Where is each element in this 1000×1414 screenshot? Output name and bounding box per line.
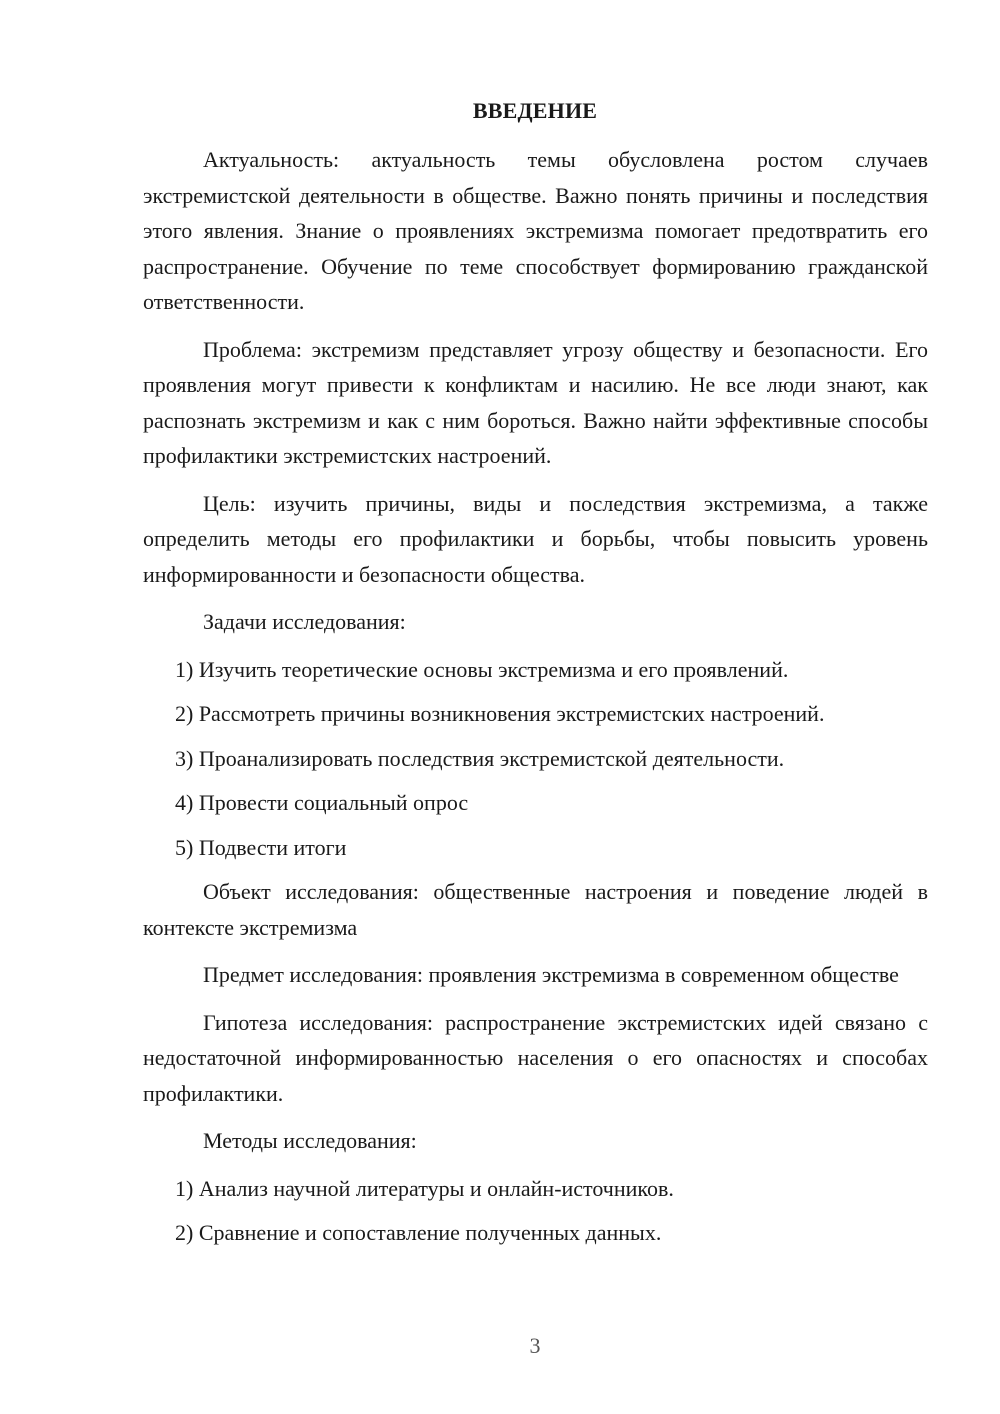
list-item: 1) Изучить теоретические основы экстремизма и его проявлений. [175, 656, 789, 682]
page-number: 3 [529, 1333, 541, 1358]
section-title: ВВЕДЕНИЕ [472, 98, 598, 123]
relevance-paragraph: Актуальность: актуальность темы обусловлена ростом случаев экстремистской деятельности в обществе. Важно понять причины и последствия этого явления. Знание о проявлениях экстремизма помогает предотвратить его распространение. Обучение по теме способствует формированию гражданской ответственности. [143, 147, 928, 314]
problem-paragraph: Проблема: экстремизм представляет угрозу обществу и безопасности. Его проявления могут привести к конфликтам и насилию. Не все люди знают, как распознать экстремизм и как с ним бороться. Важно найти эффективные способы профилактики экстремистских настроений. [143, 336, 928, 468]
hypothesis-paragraph: Гипотеза исследования: распространение экстремистских идей связано с недостаточной информированностью населения о его опасностях и способах профилактики. [143, 1009, 928, 1106]
document-body [143, 142, 928, 1260]
subject-paragraph: Предмет исследования: проявления экстремизма в современном обществе [203, 962, 899, 987]
list-item: 3) Проанализировать последствия экстремистской деятельности. [175, 745, 785, 771]
tasks-list [143, 652, 928, 866]
goal-paragraph: Цель: изучить причины, виды и последствия экстремизма, а также определить методы его профилактики и борьбы, чтобы повысить уровень информированности и безопасности общества. [143, 490, 928, 587]
methods-heading: Методы исследования: [203, 1128, 417, 1153]
methods-list [143, 1171, 928, 1251]
tasks-heading: Задачи исследования: [203, 609, 406, 634]
object-paragraph: Объект исследования: общественные настроения и поведение людей в контексте экстремизма [143, 879, 928, 940]
list-item: 5) Подвести итоги [175, 834, 347, 860]
list-item: 2) Рассмотреть причины возникновения экстремистских настроений. [175, 701, 825, 726]
list-item: 4) Провести социальный опрос [175, 790, 469, 815]
list-item: 2) Сравнение и сопоставление полученных данных. [175, 1220, 662, 1245]
list-item: 1) Анализ научной литературы и онлайн-источников. [175, 1175, 674, 1201]
